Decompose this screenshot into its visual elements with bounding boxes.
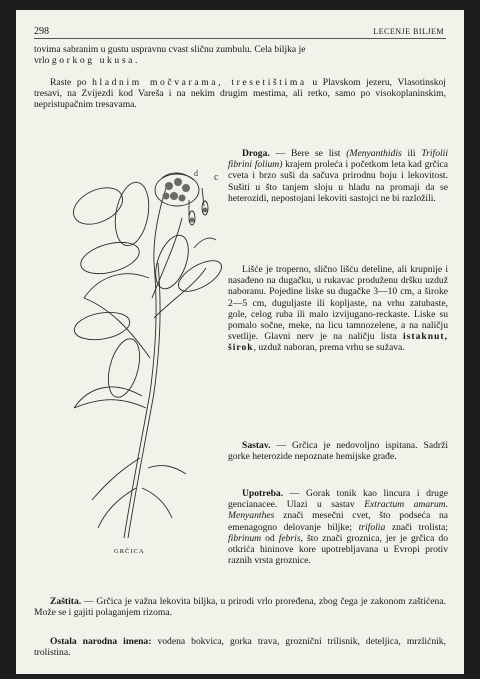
habitat-paragraph: Raste po hladnim močvarama, tresetištima u Plavskom jezeru, Vlasotinskoj tresavi, na Zvijezdi kod Vareša i na nekim drugim mestima, ali retko, samo po visokoplaninskim, nepristupačnim tresavama. xyxy=(34,77,446,111)
zastita-paragraph: Zaštita. — Grčica je važna lekovita biljka, u prirodi vrlo proređena, zbog čega je zakonom zaštićena. Može se i gajiti polaganjem rizoma. xyxy=(34,596,446,619)
intro-paragraph: tovima sabranim u gustu uspravnu cvast sličnu zumbulu. Cela biljka je vrlo gorkog ukusa. xyxy=(34,44,306,67)
zastita-heading: Zaštita. xyxy=(50,596,82,607)
figure-letter-d: d xyxy=(194,169,198,178)
leaf-paragraph: Lišće je troperno, slično lišću deteline, ali krupnije i nasađeno na dugačku, u rukavac produženu dršku uzduž naboranu. Pojedine liske su dugačke 3—10 cm, a široke 2—5 cm, duguljaste ili kopljaste, na vrhu zatubaste, gole, celog ruba ili malo izvijugano-reckaste. Liske su pomalo sočne, meke, na licu tamnozelene, a na naličju svetlije. Glavni nerv je na naličju lista istaknut, širok, uzduž naboran, prema vrhu se sužava. xyxy=(228,264,448,354)
sastav-paragraph: Sastav. — Grčica je nedovoljno ispitana. Sadrži gorke heterozide nepoznate hemijske građe. xyxy=(228,440,448,463)
droga-paragraph: Droga. — Bere se list (Menyanthidis ili Trifolii fibrini folium) krajem proleća i početkom leta kad grčica cveta i brzo suši da sačuva prirodnu boju i lekovitost. Sušiti u što tanjem sloju u hladu na promaji da se heterozidi, nepostojani lekoviti sastojci ne bi razložili. xyxy=(228,148,449,204)
running-head: LECENJE BILJEM xyxy=(373,27,444,36)
header-rule xyxy=(34,38,446,39)
names-paragraph: Ostala narodna imena: vodena bokvica, gorka trava, grozniční trilisnik, deteljica, mrzlićnik, trolistina. xyxy=(34,636,447,659)
names-heading: Ostala narodna imena: xyxy=(50,636,152,647)
upotreba-paragraph: Upotreba. — Gorak tonik kao lincura i druge gencianacee. Ulazi u sastav Extractum amarum. Menyanthes znači mesečni cvet, što podseća na emenagogno delovanje biljke; trifolia znači trolista; fibrinum od febris, što znači groznica, jer je grčica do otkrića hininove kore upotrebljavana u Evropi protiv raznih vrsta groznice. xyxy=(228,488,449,567)
book-page xyxy=(16,10,464,674)
plant-illustration xyxy=(54,158,230,542)
figure-letter-c: c xyxy=(214,172,219,183)
droga-heading: Droga. xyxy=(242,148,270,159)
upotreba-heading: Upotreba. xyxy=(242,488,284,499)
sastav-heading: Sastav. xyxy=(242,440,271,451)
figure-caption: GRČICA xyxy=(114,548,145,555)
page-number: 298 xyxy=(34,26,49,37)
